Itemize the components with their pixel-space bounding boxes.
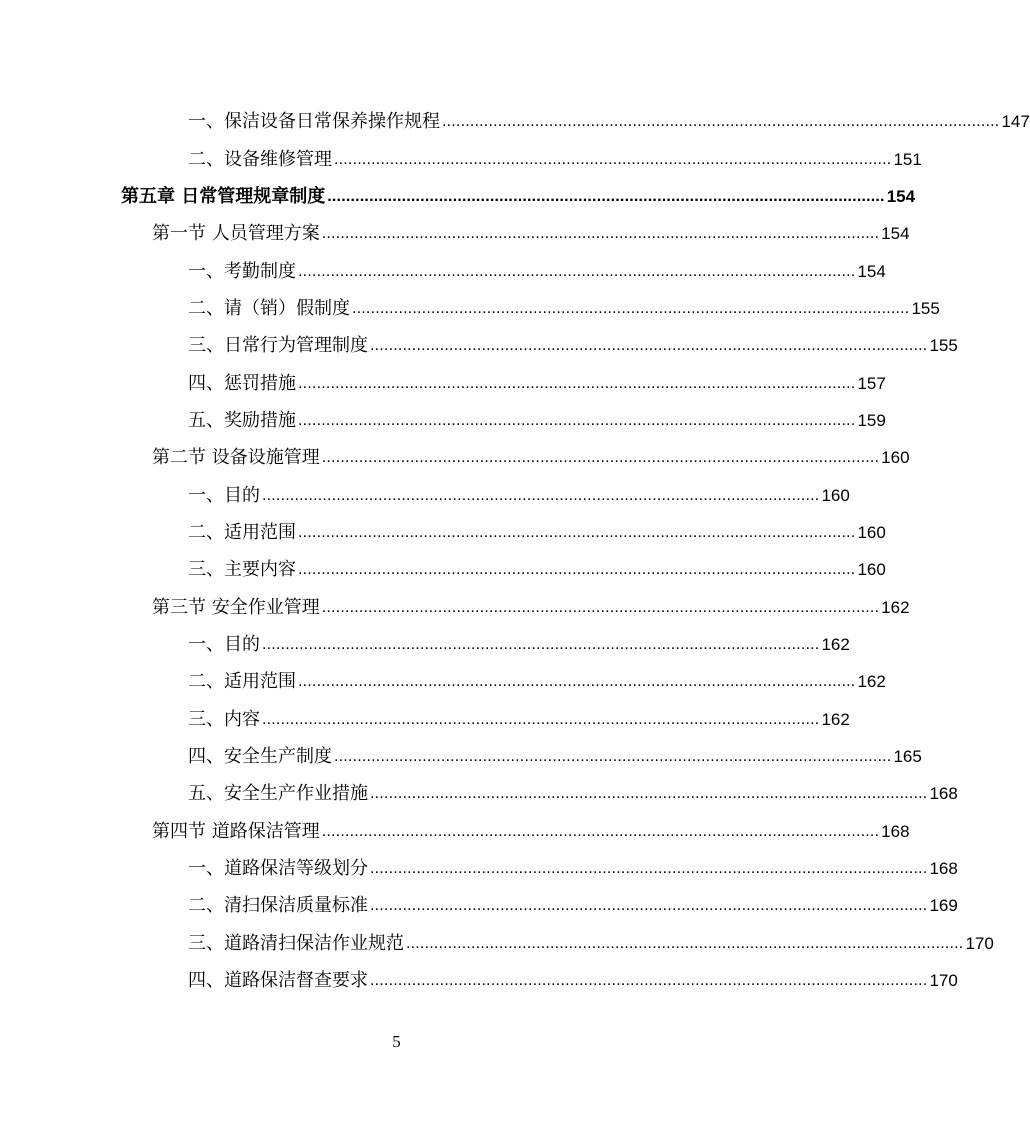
- toc-entry[interactable]: [0, 401, 886, 431]
- toc-leader-dots: ........................................................................................................................: [334, 151, 892, 168]
- toc-entry-page: 170: [965, 934, 994, 953]
- toc-leader-dots: ........................................................................................................................: [262, 487, 820, 504]
- toc-leader-dots: ........................................................................................................................: [321, 823, 880, 840]
- toc-leader-dots: ........................................................................................................................: [321, 225, 880, 242]
- toc-entry-page: 162: [821, 635, 850, 654]
- toc-entry-title: 一、道路保洁等级划分: [188, 858, 368, 879]
- toc-entry[interactable]: [0, 924, 994, 954]
- toc-entry-title: 一、保洁设备日常保养操作规程: [188, 111, 440, 132]
- toc-entry[interactable]: [0, 886, 958, 916]
- toc-entry-page: 147: [1001, 112, 1030, 131]
- toc-leader-dots: ........................................................................................................................: [406, 935, 964, 952]
- toc-entry-page: 160: [821, 486, 850, 505]
- toc-leader-dots: ........................................................................................................................: [298, 524, 856, 541]
- toc-leader-dots: ........................................................................................................................: [442, 113, 1000, 130]
- toc-entry[interactable]: [0, 737, 922, 767]
- toc-entry-page: 155: [929, 336, 958, 355]
- toc-section-entry[interactable]: [0, 438, 910, 468]
- toc-entry-page: 168: [881, 822, 910, 841]
- toc-leader-dots: ........................................................................................................................: [327, 188, 885, 205]
- toc-leader-dots: ........................................................................................................................: [370, 860, 928, 877]
- toc-entry[interactable]: [0, 961, 958, 991]
- toc-entry-title: 五、安全生产作业措施: [188, 783, 368, 804]
- toc-leader-dots: ........................................................................................................................: [262, 711, 820, 728]
- toc-entry-page: 165: [893, 747, 922, 766]
- toc-entry-page: 169: [929, 896, 958, 915]
- toc-section-entry[interactable]: [0, 214, 910, 244]
- toc-entry-page: 151: [893, 150, 922, 169]
- toc-entry[interactable]: [0, 102, 1030, 132]
- toc-leader-dots: ........................................................................................................................: [370, 972, 928, 989]
- toc-entry-title: 第三节 安全作业管理: [152, 597, 320, 618]
- toc-entry-title: 第二节 设备设施管理: [152, 447, 320, 468]
- toc-entry[interactable]: [0, 140, 922, 170]
- toc-entry-page: 157: [857, 374, 886, 393]
- toc-entry-title: 四、道路保洁督查要求: [188, 970, 368, 991]
- toc-leader-dots: ........................................................................................................................: [298, 263, 856, 280]
- toc-entry-title: 二、适用范围: [188, 522, 296, 543]
- toc-entry-title: 第五章 日常管理规章制度: [121, 186, 326, 207]
- toc-leader-dots: ........................................................................................................................: [298, 412, 856, 429]
- toc-entry-title: 四、惩罚措施: [188, 373, 296, 394]
- toc-entry-title: 二、请（销）假制度: [188, 298, 350, 319]
- toc-leader-dots: ........................................................................................................................: [370, 785, 928, 802]
- toc-entry-page: 159: [857, 411, 886, 430]
- toc-entry-title: 三、日常行为管理制度: [188, 335, 368, 356]
- toc-entry-page: 160: [857, 560, 886, 579]
- toc-leader-dots: ........................................................................................................................: [298, 561, 856, 578]
- toc-leader-dots: ........................................................................................................................: [321, 449, 880, 466]
- toc-entry-title: 第四节 道路保洁管理: [152, 821, 320, 842]
- toc-entry-page: 162: [821, 710, 850, 729]
- toc-entry-title: 三、道路清扫保洁作业规范: [188, 933, 404, 954]
- toc-entry-page: 168: [929, 859, 958, 878]
- toc-entry-title: 一、考勤制度: [188, 261, 296, 282]
- toc-leader-dots: ........................................................................................................................: [298, 673, 856, 690]
- toc-entry[interactable]: [0, 849, 958, 879]
- toc-leader-dots: ........................................................................................................................: [321, 599, 880, 616]
- toc-entry-page: 162: [881, 598, 910, 617]
- toc-entry-page: 154: [886, 187, 916, 206]
- toc-entry-title: 三、主要内容: [188, 559, 296, 580]
- toc-entry[interactable]: [0, 513, 886, 543]
- toc-leader-dots: ........................................................................................................................: [298, 375, 856, 392]
- toc-entry-page: 154: [857, 262, 886, 281]
- toc-entry-title: 一、目的: [188, 485, 260, 506]
- toc-entry[interactable]: [0, 252, 886, 282]
- toc-leader-dots: ........................................................................................................................: [334, 748, 892, 765]
- toc-leader-dots: ........................................................................................................................: [370, 337, 928, 354]
- toc-chapter-entry[interactable]: [0, 177, 916, 207]
- toc-entry[interactable]: [0, 662, 886, 692]
- toc-entry-page: 160: [881, 448, 910, 467]
- toc-entry-title: 二、适用范围: [188, 671, 296, 692]
- toc-section-entry[interactable]: [0, 588, 910, 618]
- toc-entry-page: 170: [929, 971, 958, 990]
- toc-entry[interactable]: [0, 625, 850, 655]
- toc-entry-title: 三、内容: [188, 709, 260, 730]
- toc-entry-page: 162: [857, 672, 886, 691]
- toc-entry-title: 五、奖励措施: [188, 410, 296, 431]
- toc-leader-dots: ........................................................................................................................: [262, 636, 820, 653]
- page-number: 5: [392, 1032, 401, 1051]
- toc-entry[interactable]: [0, 289, 940, 319]
- toc-leader-dots: ........................................................................................................................: [370, 897, 928, 914]
- toc-entry-title: 二、设备维修管理: [188, 149, 332, 170]
- toc-entry[interactable]: [0, 364, 886, 394]
- toc-entry-page: 160: [857, 523, 886, 542]
- toc-entry[interactable]: [0, 476, 850, 506]
- toc-entry-title: 一、目的: [188, 634, 260, 655]
- toc-leader-dots: ........................................................................................................................: [352, 300, 910, 317]
- toc-entry-page: 168: [929, 784, 958, 803]
- toc-entry-title: 二、清扫保洁质量标准: [188, 895, 368, 916]
- toc-entry[interactable]: [0, 774, 958, 804]
- toc-entry[interactable]: [0, 550, 886, 580]
- toc-entry-page: 155: [911, 299, 940, 318]
- toc-entry-title: 第一节 人员管理方案: [152, 223, 320, 244]
- toc-entry-page: 154: [881, 224, 910, 243]
- toc-section-entry[interactable]: [0, 812, 910, 842]
- toc-entry-title: 四、安全生产制度: [188, 746, 332, 767]
- toc-entry[interactable]: [0, 700, 850, 730]
- toc-entry[interactable]: [0, 326, 958, 356]
